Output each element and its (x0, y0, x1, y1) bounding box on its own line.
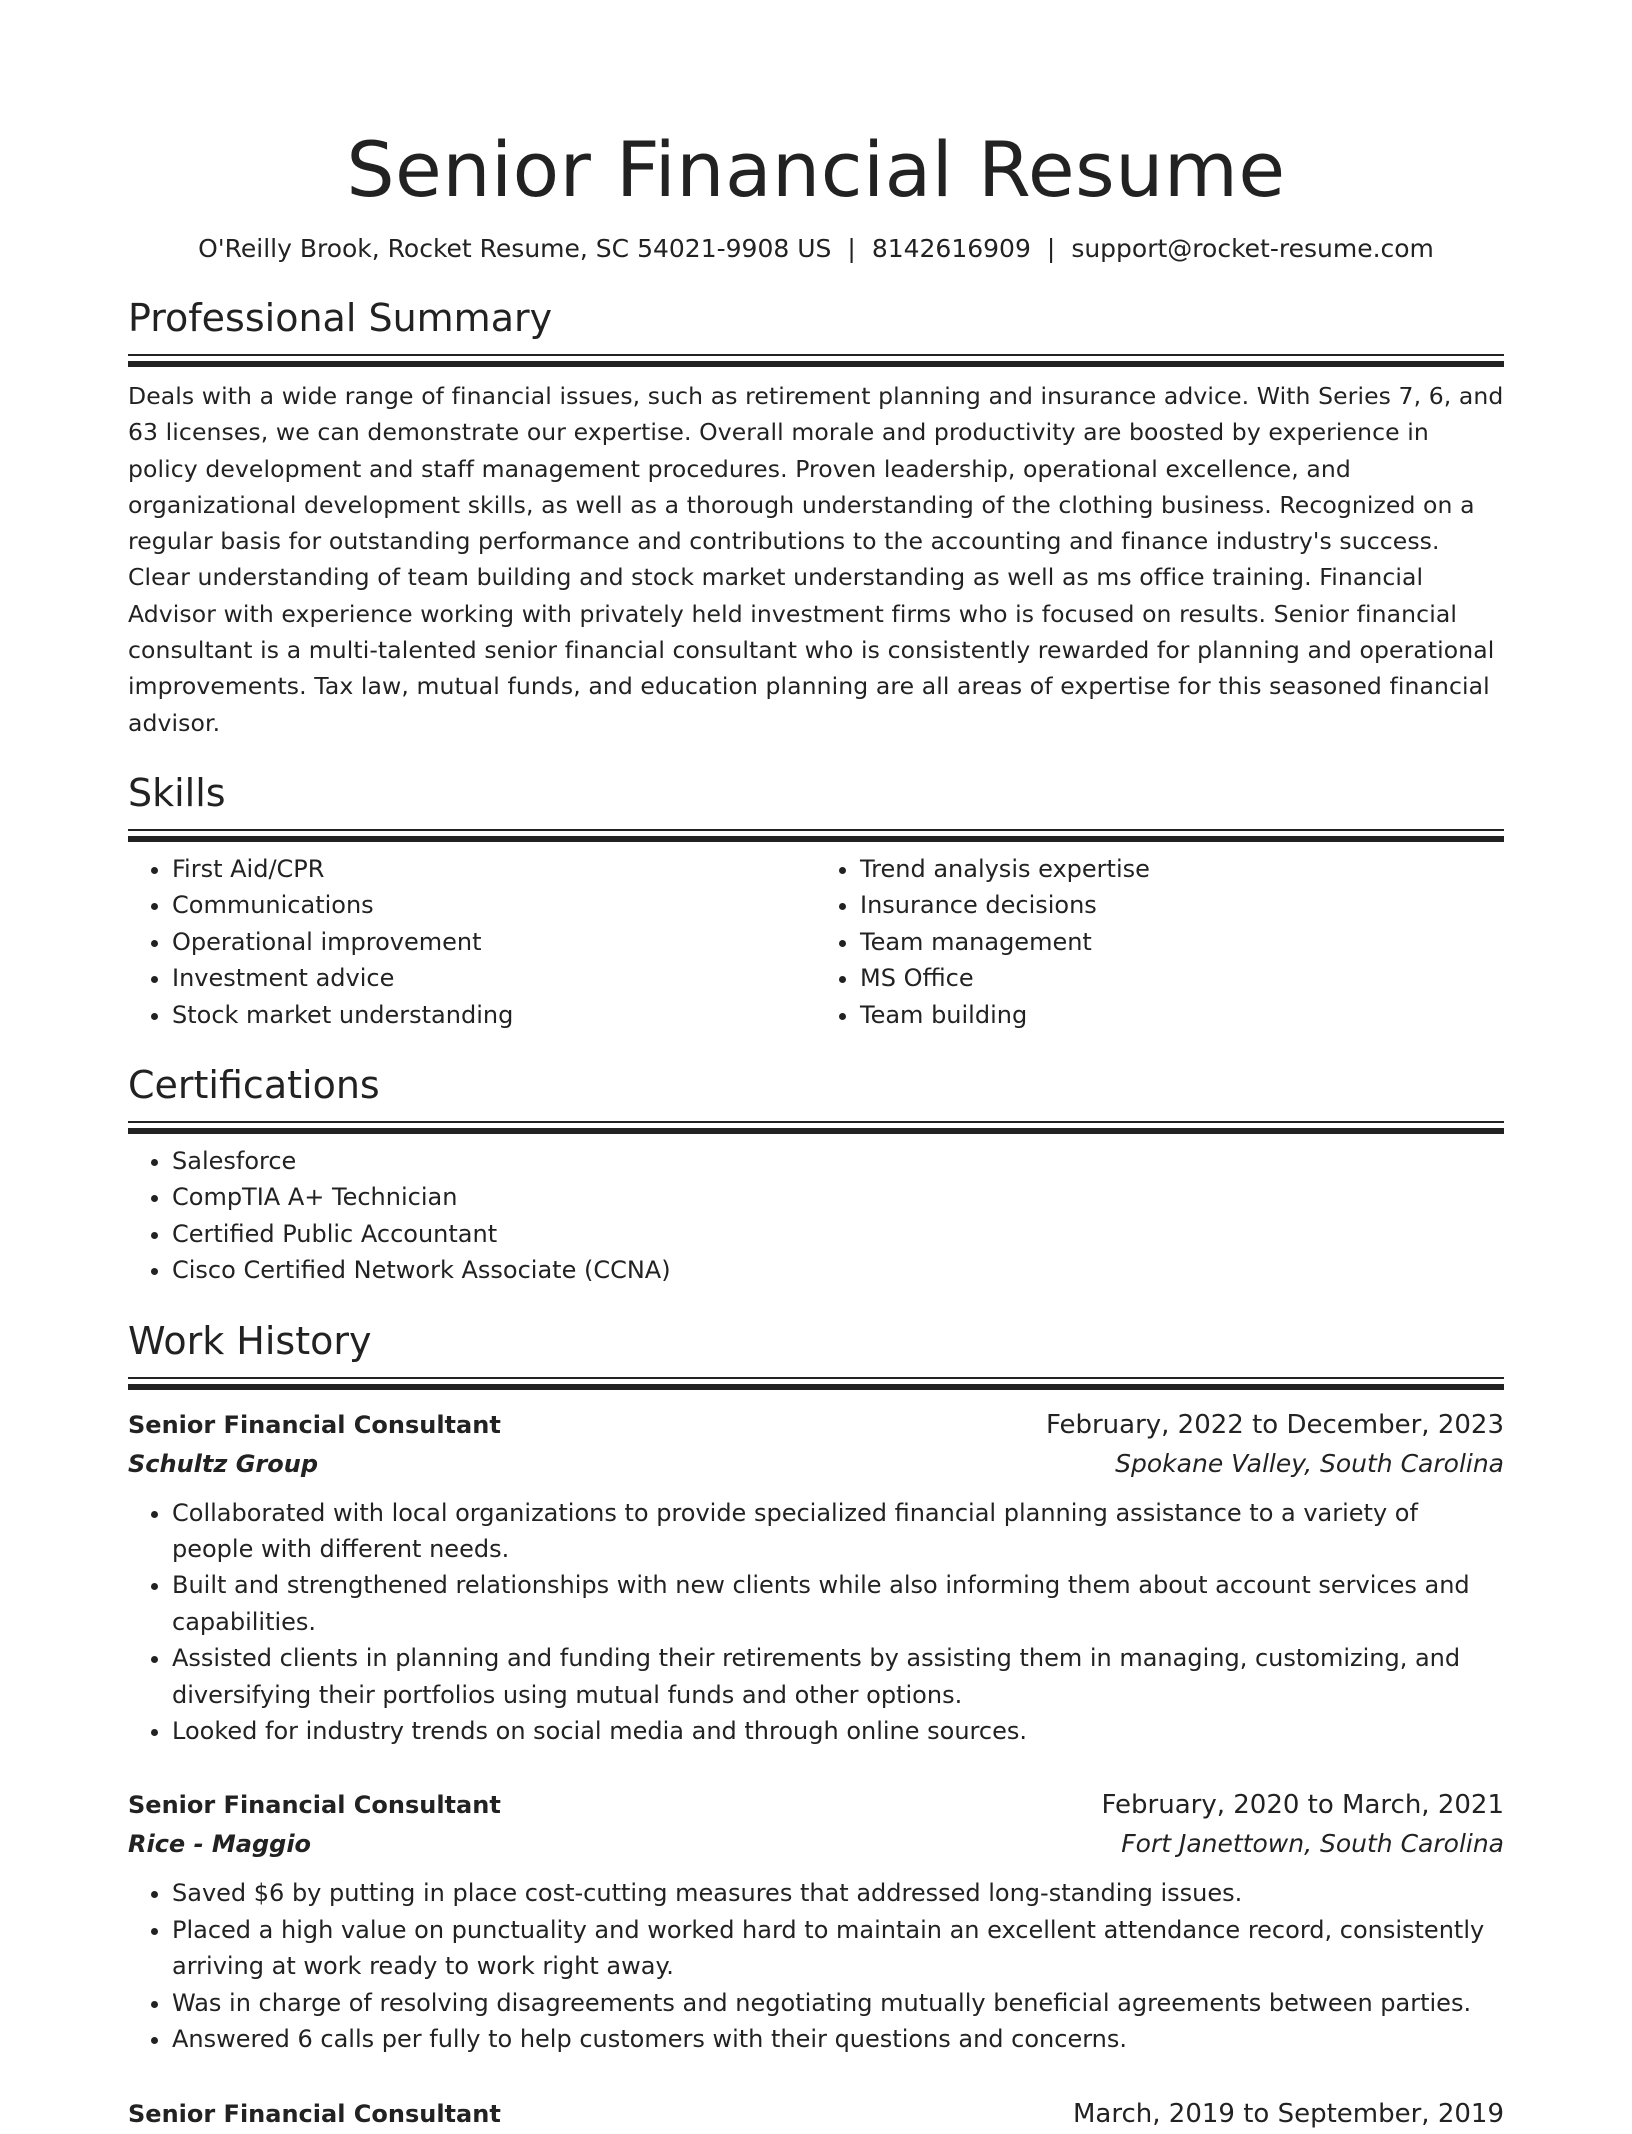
summary-section (128, 294, 1504, 741)
contact-line (128, 232, 1504, 266)
skill-item: • Communications (172, 887, 816, 923)
section-divider (128, 1377, 1504, 1391)
skills-list-right (816, 851, 1504, 1033)
certifications-section (128, 1061, 1504, 1289)
skill-item: • Trend analysis expertise (860, 851, 1504, 887)
job-company: Schultz Group (128, 1449, 318, 1478)
job-dates: February, 2022 to December, 2023 (1045, 1409, 1504, 1440)
job-location: Spokane Valley, South Carolina (1115, 1448, 1504, 1478)
job-company: Rice - Maggio (128, 1830, 312, 1859)
job-entry (128, 2094, 1504, 2134)
skill-item: • Stock market understanding (172, 997, 816, 1033)
job-bullet: • Placed a high value on punctuality and worked hard to maintain an excellent attendance record, consistently arriving at work ready to work right away. (172, 1912, 1504, 1985)
job-title: Senior Financial Consultant (128, 1410, 501, 1439)
certifications-heading: Certifications (128, 1063, 380, 1107)
job-bullet: • Answered 6 calls per fully to help customers with their questions and concerns. (172, 2021, 1504, 2057)
certification-item: • Certified Public Accountant (172, 1216, 1504, 1252)
certification-item: • CompTIA A+ Technician (172, 1179, 1504, 1215)
summary-text: Deals with a wide range of financial issues, such as retirement planning and insurance advice. With Series 7, 6, and 63 licenses, we can demonstrate our expertise. Overall morale and productivity are boosted by experience in policy development and staff management procedures. Proven leadership, operational excellence, and organizational development skills, as well as a thorough understanding of the clothing business. Recognized on a regular basis for outstanding performance and contributions to the accounting and finance industry's success. Clear understanding of team building and stock market understanding as well as ms office training. Financial Advisor with experience working with privately held investment firms who is focused on results. Senior financial consultant is a multi-talented senior financial consultant who is consistently rewarded for planning and operational improvements. Tax law, mutual funds, and education planning are all areas of expertise for this seasoned financial advisor. (128, 382, 1504, 737)
skill-item: • Operational improvement (172, 924, 816, 960)
job-bullet: • Was in charge of resolving disagreements and negotiating mutually beneficial agreements between parties. (172, 1985, 1504, 2021)
skills-section (128, 769, 1504, 1033)
contact-email: support@rocket-resume.com (1071, 234, 1434, 263)
job-title: Senior Financial Consultant (128, 2099, 501, 2128)
job-entry (128, 1405, 1504, 1750)
skills-grid (128, 843, 1504, 1033)
section-divider (128, 354, 1504, 368)
contact-separator: | (847, 234, 856, 263)
certification-item: • Salesforce (172, 1143, 1504, 1179)
certification-item: • Cisco Certified Network Associate (CCNA) (172, 1252, 1504, 1288)
job-title: Senior Financial Consultant (128, 1791, 501, 1820)
job-entry (128, 1785, 1504, 2057)
job-bullet: • Assisted clients in planning and funding their retirements by assisting them in managing, customizing, and diversifying their portfolios using mutual funds and other options. (172, 1640, 1504, 1713)
job-bullet: • Saved $6 by putting in place cost-cutting measures that addressed long-standing issues. (172, 1875, 1504, 1911)
section-divider (128, 1121, 1504, 1135)
job-dates: February, 2020 to March, 2021 (1101, 1790, 1504, 1821)
contact-separator: | (1046, 234, 1056, 263)
skills-heading: Skills (128, 770, 226, 815)
skill-item: • First Aid/CPR (172, 851, 816, 887)
contact-phone: 8142616909 (871, 234, 1031, 263)
work-history-heading: Work History (128, 1318, 372, 1363)
section-divider (128, 829, 1504, 843)
job-location: Fort Janettown, South Carolina (1121, 1829, 1504, 1859)
job-bullet: • Collaborated with local organizations to provide specialized financial planning assistance to a variety of people with different needs. (172, 1495, 1504, 1568)
page-title: Senior Financial Resume (346, 125, 1286, 214)
job-dates: March, 2019 to September, 2019 (1073, 2098, 1504, 2129)
skill-item: • Insurance decisions (860, 887, 1504, 923)
certifications-list (128, 1143, 1504, 1289)
skill-item: • MS Office (860, 960, 1504, 996)
skill-item: • Team management (860, 924, 1504, 960)
work-history-section (128, 1317, 1504, 2134)
job-bullets (128, 1495, 1504, 1750)
skill-item: • Team building (860, 997, 1504, 1033)
job-bullet: • Looked for industry trends on social media and through online sources. (172, 1713, 1504, 1749)
summary-heading: Professional Summary (128, 296, 553, 340)
skill-item: • Investment advice (172, 960, 816, 996)
skills-list-left (128, 851, 816, 1033)
contact-address: O'Reilly Brook, Rocket Resume, SC 54021-9908 US (198, 234, 832, 263)
job-bullets (128, 1875, 1504, 2057)
job-bullet: • Built and strengthened relationships with new clients while also informing them about account services and capabilities. (172, 1567, 1504, 1640)
